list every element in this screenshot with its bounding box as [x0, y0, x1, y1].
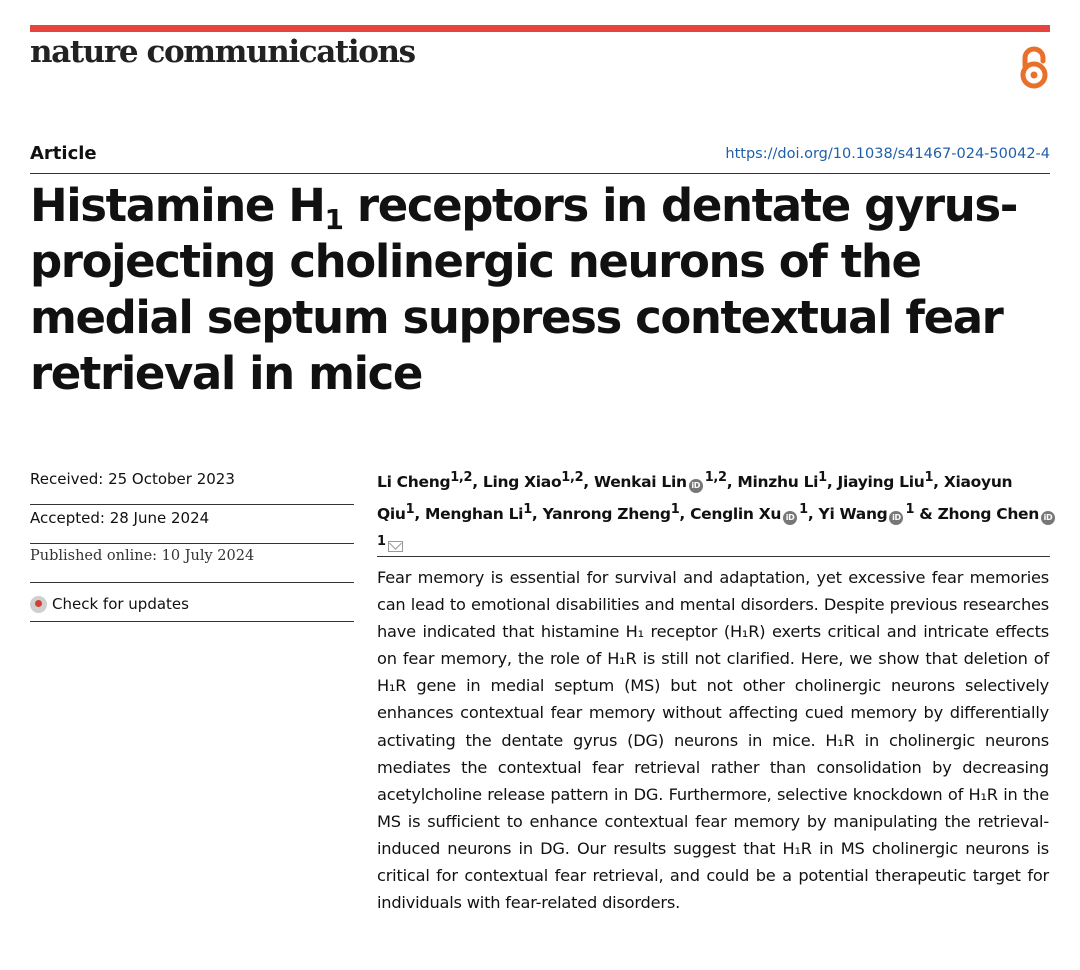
author-affiliation: 1 — [818, 470, 827, 485]
author-name[interactable]: Cenglin Xu — [690, 505, 782, 524]
author-separator: & — [914, 505, 938, 524]
author-separator: , — [531, 505, 543, 524]
check-for-updates-button[interactable] — [30, 583, 354, 622]
author-affiliation: 1 — [905, 502, 915, 518]
author-separator: , — [826, 473, 838, 492]
author-affiliation: 1,2 — [561, 470, 584, 485]
check-for-updates-label: Check for updates — [52, 595, 189, 613]
accepted-date: Accepted: 28 June 2024 — [30, 505, 354, 544]
author-separator: , — [583, 473, 594, 492]
publication-history — [30, 466, 354, 622]
abstract-divider — [377, 556, 1050, 557]
author-affiliation: 1,2 — [450, 470, 473, 485]
author-affiliation: 1 — [799, 502, 808, 518]
article-type: Article — [30, 143, 97, 164]
author-affiliation: 1 — [924, 470, 934, 485]
author-affiliation: 1 — [670, 502, 680, 518]
journal-name[interactable]: nature communications — [30, 34, 415, 70]
author-name[interactable]: Menghan Li — [425, 505, 524, 524]
received-date: Received: 25 October 2023 — [30, 466, 354, 505]
author-separator: , — [679, 505, 691, 524]
author-separator: , — [726, 473, 738, 492]
author-separator: , — [807, 505, 819, 524]
author-affiliation: 1 — [523, 502, 532, 518]
abstract-text: Fear memory is essential for survival and adaptation, yet excessive fear memories can lead to emotional disabilities and mental disorders. Despite previous researches have indicated that histamine H₁ receptor (H₁R) exerts critical and intricate effects on fear memory, the role of H₁R is still not clarified. Here, we show that deletion of H₁R gene in medial septum (MS) but not other cholinergic neurons selectively enhances contextual fear memory without affecting cued memory by differentially activating the dentate gyrus (DG) neurons in mice. H₁R in cholinergic neurons mediates the contextual fear retrieval rather than consolidation by decreasing acetylcholine release pattern in DG. Furthermore, selective knockdown of H₁R in the MS is sufficient to enhance contextual fear memory by manipulating the retrieval-induced neurons in DG. Our results suggest that H₁R in MS cholinergic neurons is critical for contextual fear retrieval, and could be a potential therapeutic target for individuals with fear-related disorders. — [377, 568, 1049, 913]
author-name[interactable]: Yanrong Zheng — [542, 505, 671, 524]
author-affiliation: 1 — [405, 502, 415, 518]
orcid-icon[interactable]: iD — [783, 511, 797, 525]
published-date: Published online: 10 July 2024 — [30, 544, 354, 583]
crossmark-icon — [30, 596, 47, 613]
author-name[interactable]: Yi Wang — [818, 505, 888, 524]
open-access-lock-icon — [1015, 44, 1053, 90]
email-icon[interactable] — [388, 541, 403, 552]
author-name[interactable]: Li Cheng — [377, 473, 451, 492]
orcid-icon[interactable]: iD — [889, 511, 903, 525]
author-name[interactable]: Minzhu Li — [737, 473, 819, 492]
article-title: Histamine $H_1$ receptors in dentate gyrus-projecting cholinergic neurons of the medial septum suppress contextual fear retrieval in mice — [30, 179, 1018, 400]
author-list — [377, 464, 1057, 560]
author-name[interactable]: Xiaoyun Qiu — [377, 473, 1013, 524]
author-name[interactable]: Wenkai Lin — [593, 473, 687, 492]
orcid-icon[interactable]: iD — [1041, 511, 1055, 525]
orcid-icon[interactable]: iD — [689, 479, 703, 493]
author-affiliation: 1,2 — [704, 470, 727, 485]
author-affiliation: 1 — [377, 534, 386, 550]
author-name[interactable]: Jiaying Liu — [837, 473, 925, 492]
author-name[interactable]: Zhong Chen — [937, 505, 1039, 524]
author-name[interactable]: Ling Xiao — [482, 473, 562, 492]
doi-link[interactable]: https://doi.org/10.1038/s41467-024-50042-4 — [725, 146, 1050, 162]
journal-accent-bar — [30, 25, 1050, 32]
author-separator: , — [414, 505, 425, 524]
title-divider — [30, 173, 1050, 174]
author-separator: , — [472, 473, 483, 492]
author-separator: , — [933, 473, 944, 492]
